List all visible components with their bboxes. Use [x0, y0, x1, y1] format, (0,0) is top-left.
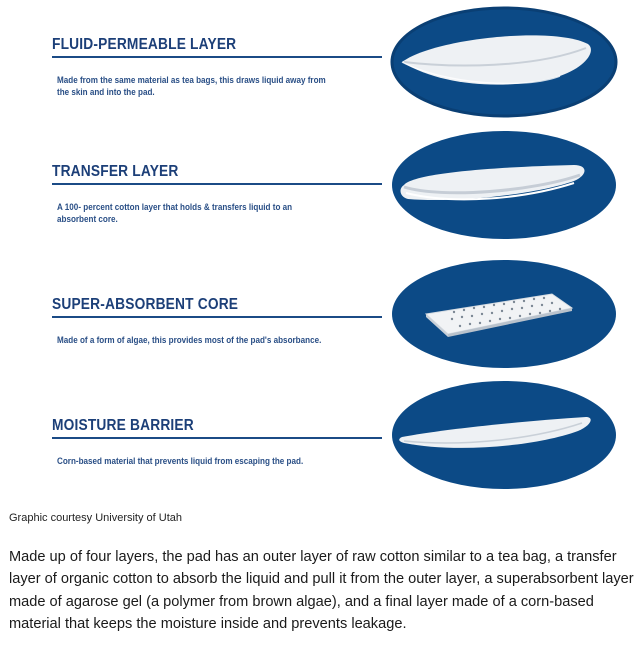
- body-paragraph: Made up of four layers, the pad has an outer layer of raw cotton similar to a tea bag, a transfer layer of organic cotton to absorb the liquid and pull it from the outer layer, a superabsorbent layer made of agarose gel (a polymer from brown algae), and a final layer made of a corn-based material that keeps the moisture inside and prevents leakage.: [9, 549, 634, 632]
- layer-title: SUPER-ABSORBENT CORE: [52, 296, 239, 313]
- layer-title: FLUID-PERMEABLE LAYER: [52, 36, 237, 53]
- layer-fluid-permeable: [0, 0, 638, 125]
- image-caption: Graphic courtesy University of Utah: [9, 512, 183, 524]
- layer-description: Corn-based material that prevents liquid from escaping the pad.: [57, 456, 304, 466]
- fluid-permeable-layer-illustration: [374, 4, 638, 122]
- divider-rule: [52, 437, 382, 439]
- layer-description: A 100- percent cotton layer that holds & transfers liquid to an absorbent core.: [57, 202, 293, 224]
- moisture-barrier-illustration: [374, 377, 638, 495]
- layer-description: Made of a form of algae, this provides most of the pad's absorbance.: [57, 335, 322, 345]
- divider-rule: [52, 316, 382, 318]
- super-absorbent-core-illustration: [374, 256, 638, 374]
- layer-title: MOISTURE BARRIER: [52, 417, 194, 434]
- layer-moisture-barrier: [0, 375, 638, 500]
- layer-title: TRANSFER LAYER: [52, 163, 179, 180]
- layer-description: Made from the same material as tea bags, this draws liquid away from the skin and into the pad.: [57, 75, 326, 97]
- transfer-layer-illustration: [374, 129, 638, 247]
- divider-rule: [52, 56, 382, 58]
- layer-super-absorbent-core: [0, 250, 638, 375]
- layer-transfer: [0, 125, 638, 250]
- divider-rule: [52, 183, 382, 185]
